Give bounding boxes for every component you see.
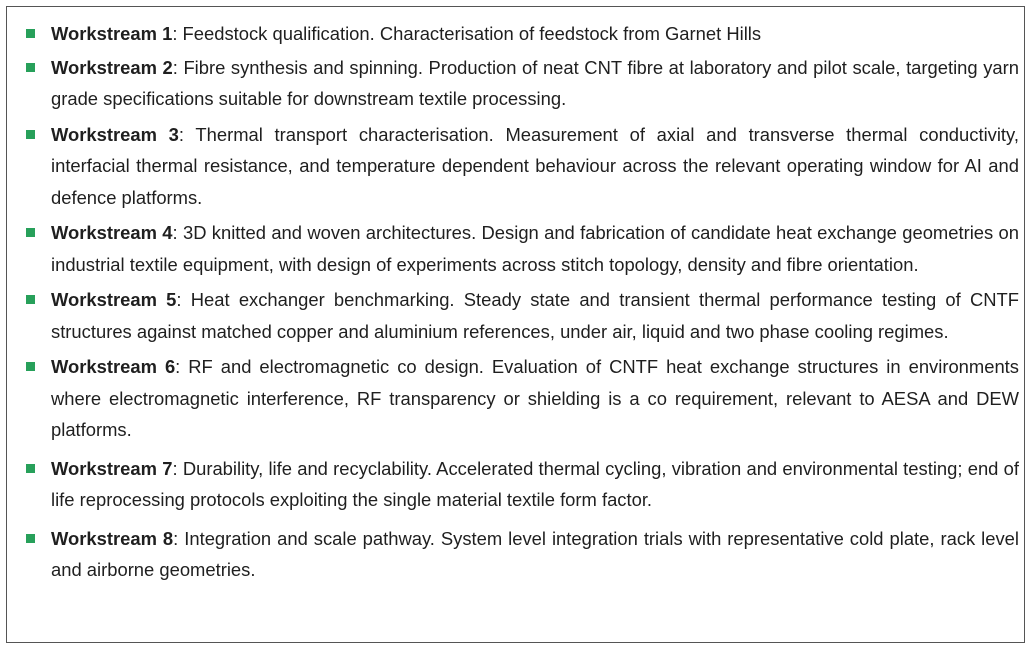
list-item (23, 284, 1019, 347)
list-item (23, 119, 1019, 214)
workstream-label: Workstream 6 (51, 356, 176, 377)
square-bullet-icon (26, 362, 35, 371)
workstream-label: Workstream 1 (51, 23, 173, 44)
square-bullet-icon (26, 534, 35, 543)
list-item (23, 18, 1019, 50)
square-bullet-icon (26, 63, 35, 72)
workstream-description: : 3D knitted and woven architectures. Design and fabrication of candidate heat exchange geometries on industrial textile equipment, with design of experiments across stitch topology, density and fibre orientation. (51, 222, 1019, 275)
square-bullet-icon (26, 295, 35, 304)
workstream-description: : Integration and scale pathway. System level integration trials with representative cold plate, rack level and airborne geometries. (51, 527, 1019, 580)
workstream-list (23, 18, 1019, 586)
workstream-label: Workstream 8 (51, 527, 174, 549)
workstream-description: : Heat exchanger benchmarking. Steady state and transient thermal performance testing of CNTF structures against matched copper and aluminium references, under air, liquid and two phase cooling regimes. (51, 289, 1019, 342)
workstream-description: : RF and electromagnetic co design. Evaluation of CNTF heat exchange structures in environments where electromagnetic interference, RF transparency or shielding is a co requirement, relevant to AESA and DEW platforms. (51, 356, 1019, 440)
list-item (23, 453, 1019, 516)
list-item (23, 523, 1019, 586)
square-bullet-icon (26, 228, 35, 237)
square-bullet-icon (26, 130, 35, 139)
square-bullet-icon (26, 464, 35, 473)
list-item (23, 217, 1019, 280)
workstream-label: Workstream 7 (51, 457, 173, 479)
list-item (23, 52, 1019, 115)
workstream-description: : Durability, life and recyclability. Accelerated thermal cycling, vibration and environmental testing; end of life reprocessing protocols exploiting the single material textile form factor. (51, 457, 1019, 510)
workstream-label: Workstream 5 (51, 289, 177, 310)
workstream-description: : Feedstock qualification. Characterisation of feedstock from Garnet Hills (172, 23, 762, 44)
workstream-description: : Fibre synthesis and spinning. Production of neat CNT fibre at laboratory and pilot scale, targeting yarn grade specifications suitable for downstream textile processing. (51, 56, 1019, 109)
workstream-label: Workstream 2 (51, 56, 173, 78)
workstream-label: Workstream 3 (51, 123, 179, 145)
document-frame (6, 6, 1025, 643)
square-bullet-icon (26, 29, 35, 38)
workstream-description: : Thermal transport characterisation. Measurement of axial and transverse thermal conductivity, interfacial thermal resistance, and temperature dependent behaviour across the relevant operating window for AI and defence platforms. (51, 123, 1019, 208)
workstream-label: Workstream 4 (51, 222, 173, 243)
list-item (23, 351, 1019, 446)
